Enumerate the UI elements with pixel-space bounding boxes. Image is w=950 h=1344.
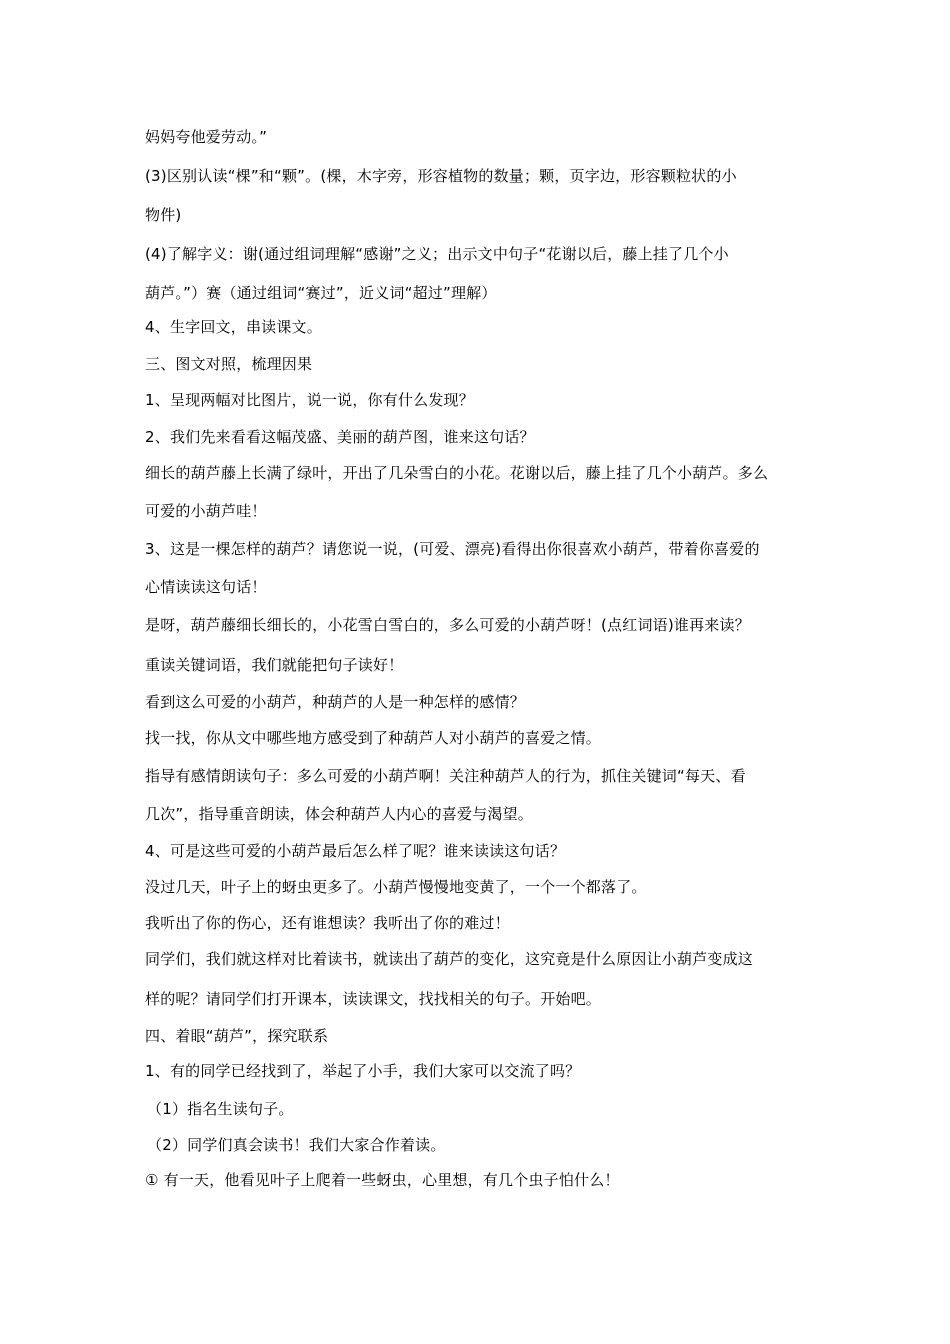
text-line: （2）同学们真会读书！我们大家合作着读。 xyxy=(147,1136,446,1154)
section-heading: 三、图文对照，梳理因果 xyxy=(145,355,313,373)
text-line: 1、呈现两幅对比图片，说一说，你有什么发现？ xyxy=(145,391,474,409)
text-line: 几次”，指导重音朗读，体会种葫芦人内心的喜爱与渴望。 xyxy=(145,805,533,823)
text-line: 我听出了你的伤心，还有谁想读？我听出了你的难过！ xyxy=(145,914,510,932)
text-line: 1、有的同学已经找到了，举起了小手，我们大家可以交流了吗？ xyxy=(145,1062,581,1080)
text-line: 3、这是一棵怎样的葫芦？请您说一说，(可爱、漂亮)看得出你很喜欢小葫芦，带着你喜爱的 xyxy=(145,540,760,558)
section-heading: 四、着眼“葫芦”，探究联系 xyxy=(145,1027,329,1045)
text-line: 4、生字回文，串读课文。 xyxy=(145,318,322,336)
text-line: 样的呢？请同学们打开课本，读读课文，找找相关的句子。开始吧。 xyxy=(145,990,602,1008)
text-line: 可爱的小葫芦哇！ xyxy=(145,502,267,520)
text-line: 同学们，我们就这样对比着读书，就读出了葫芦的变化，这究竟是什么原因让小葫芦变成这 xyxy=(145,950,754,968)
text-line: 指导有感情朗读句子：多么可爱的小葫芦啊！关注种葫芦人的行为，抓住关键词“每天、看 xyxy=(145,767,746,785)
text-line: 4、可是这些可爱的小葫芦最后怎么样了呢？谁来读读这句话？ xyxy=(145,842,566,860)
text-line: (4)了解字义：谢(通过组词理解“感谢”之义；出示文中句子“花谢以后，藤上挂了几个小 xyxy=(145,245,729,263)
text-line: (3)区别认读“棵”和“颗”。(棵，木字旁，形容植物的数量；颗，页字边，形容颗粒状的小 xyxy=(145,167,737,185)
text-line: （1）指名生读句子。 xyxy=(147,1100,294,1118)
text-line: 细长的葫芦藤上长满了绿叶，开出了几朵雪白的小花。花谢以后，藤上挂了几个小葫芦。多么 xyxy=(145,464,769,482)
text-line: 找一找，你从文中哪些地方感受到了种葫芦人对小葫芦的喜爱之情。 xyxy=(145,729,602,747)
text-line: ① 有一天，他看见叶子上爬着一些蚜虫，心里想，有几个虫子怕什么！ xyxy=(145,1171,620,1189)
text-line: 妈妈夸他爱劳动。” xyxy=(145,128,268,146)
text-line: 物件) xyxy=(145,206,182,224)
text-line: 重读关键词语，我们就能把句子读好！ xyxy=(145,656,404,674)
text-line: 没过几天，叶子上的蚜虫更多了。小葫芦慢慢地变黄了，一个一个都落了。 xyxy=(145,878,647,896)
text-line: 看到这么可爱的小葫芦，种葫芦的人是一种怎样的感情？ xyxy=(145,693,526,711)
text-line: 心情读读这句话！ xyxy=(145,578,267,596)
text-line: 2、我们先来看看这幅茂盛、美丽的葫芦图，谁来这句话？ xyxy=(145,428,535,446)
text-line: 葫芦。”）赛（通过组词“赛过”，近义词“超过”理解） xyxy=(145,284,497,302)
text-line: 是呀，葫芦藤细长细长的，小花雪白雪白的，多么可爱的小葫芦呀！(点红词语)谁再来读？ xyxy=(145,616,750,634)
